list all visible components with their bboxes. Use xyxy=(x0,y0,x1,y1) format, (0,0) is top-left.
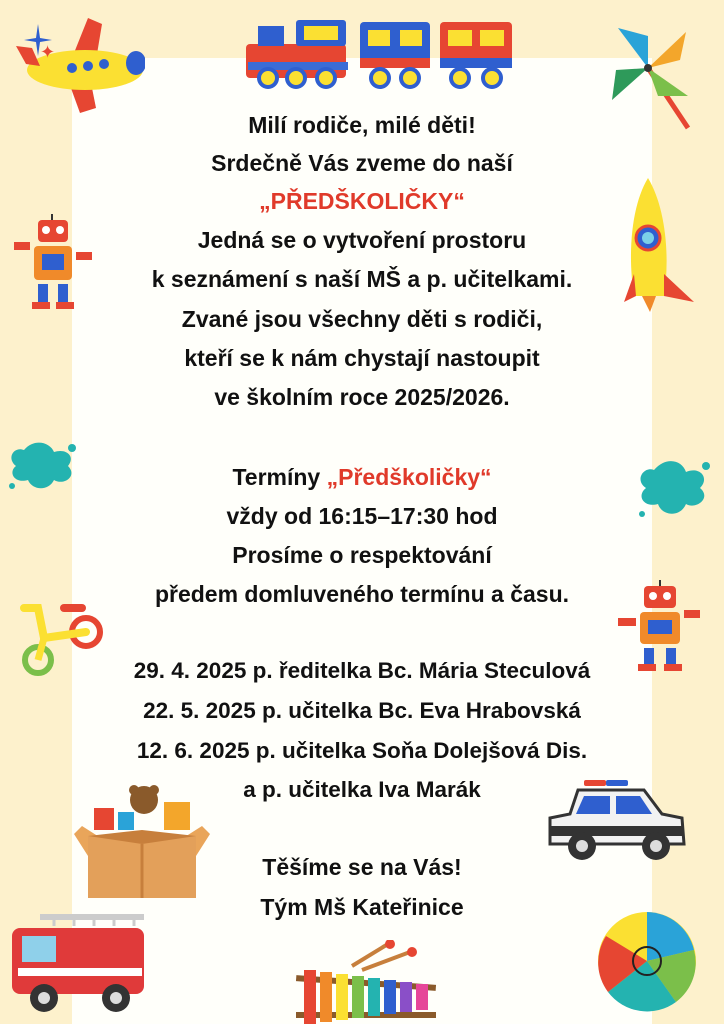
rocket-icon xyxy=(624,178,696,314)
greeting-line: Milí rodiče, milé děti! xyxy=(248,112,476,138)
toy-box-icon xyxy=(74,782,210,902)
paint-splash-icon xyxy=(632,452,714,524)
xylophone-icon xyxy=(292,940,440,1024)
greeting-line: Srdečně Vás zveme do naší xyxy=(211,150,513,176)
sparkle-icon xyxy=(22,24,54,68)
terms-name: „Předškoličky“ xyxy=(326,464,492,490)
description-line: k seznámení s naší MŠ a p. učitelkami. xyxy=(151,266,573,292)
robot-icon xyxy=(10,212,94,312)
description-line: Jedná se o vytvoření prostoru xyxy=(197,227,527,253)
date-entry: 22. 5. 2025 p. učitelka Bc. Eva Hrabovská xyxy=(143,698,581,723)
robot-icon xyxy=(614,578,704,674)
beach-ball-icon xyxy=(596,910,698,1012)
closing-signature: Tým Mš Kateřinice xyxy=(260,894,464,920)
date-entry: 29. 4. 2025 p. ředitelka Bc. Mária Steculová xyxy=(133,658,591,683)
description-line: kteří se k nám chystají nastoupit xyxy=(184,345,540,371)
police-car-icon xyxy=(548,776,688,866)
date-entry: a p. učitelka Iva Marák xyxy=(243,777,481,802)
pinwheel-icon xyxy=(608,18,700,133)
terms-heading xyxy=(0,458,724,496)
respect-line: Prosíme o respektování xyxy=(232,542,492,568)
train-icon xyxy=(244,16,522,90)
fire-truck-icon xyxy=(10,910,148,1016)
date-entry: 12. 6. 2025 p. učitelka Soňa Dolejšová Dis. xyxy=(136,738,588,763)
respect-line: předem domluveného termínu a času. xyxy=(154,581,570,607)
event-title: „PŘEDŠKOLIČKY“ xyxy=(259,188,465,214)
scooter-icon xyxy=(14,598,106,678)
description-line: Zvané jsou všechny děti s rodiči, xyxy=(181,306,543,332)
school-year-line: ve školním roce 2025/2026. xyxy=(214,384,510,410)
terms-prefix: Termíny xyxy=(232,464,327,490)
paint-splash-icon xyxy=(4,436,80,496)
time-line: vždy od 16:15–17:30 hod xyxy=(226,503,498,529)
closing-line: Těšíme se na Vás! xyxy=(262,854,462,880)
svg-text:✦: ✦ xyxy=(40,42,56,62)
